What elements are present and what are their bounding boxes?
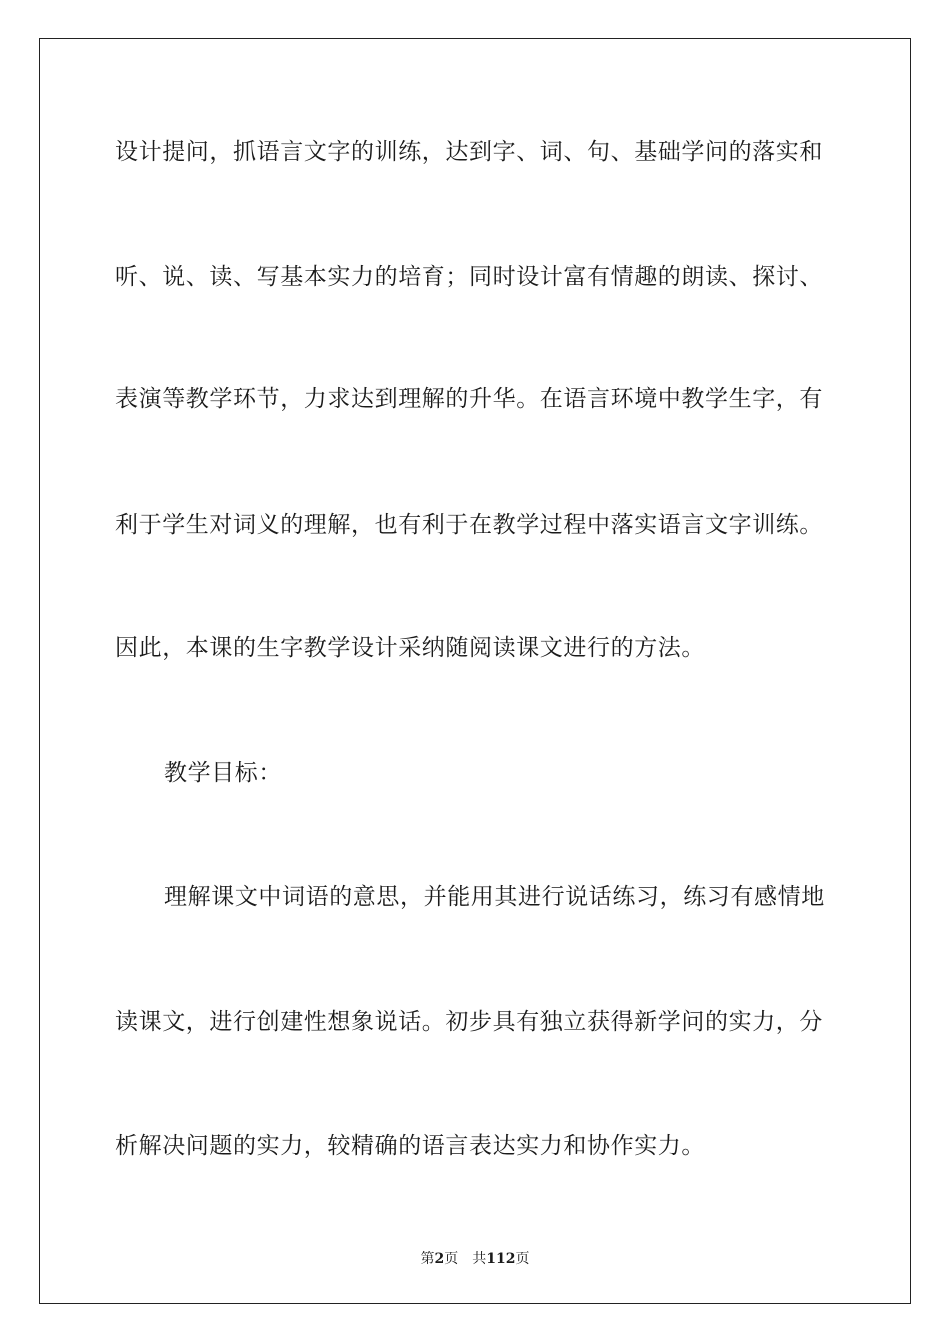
- body-line-2: 听、说、读、写基本实力的培育；同时设计富有情趣的朗读、探讨、: [115, 264, 823, 290]
- body-line-9: 析解决问题的实力，较精确的语言表达实力和协作实力。: [115, 1133, 705, 1159]
- page-border: [39, 38, 911, 1304]
- footer-total-pages: 112: [486, 1251, 516, 1267]
- footer-page-suffix: 页: [444, 1251, 459, 1267]
- body-line-5: 因此，本课的生字教学设计采纳随阅读课文进行的方法。: [115, 635, 705, 661]
- footer-total-suffix: 页: [515, 1251, 530, 1267]
- section-heading-teaching-goals: 教学目标：: [164, 760, 282, 786]
- body-line-3: 表演等教学环节，力求达到理解的升华。在语言环境中教学生字，有: [115, 386, 823, 412]
- footer-page-number: 2: [434, 1251, 445, 1267]
- body-line-8: 读课文，进行创建性想象说话。初步具有独立获得新学问的实力，分: [115, 1009, 823, 1035]
- body-line-4: 利于学生对词义的理解，也有利于在教学过程中落实语言文字训练。: [115, 512, 823, 538]
- body-line-1: 设计提问，抓语言文字的训练，达到字、词、句、基础学问的落实和: [115, 139, 823, 165]
- page-footer: [0, 1250, 950, 1268]
- body-line-7: 理解课文中词语的意思，并能用其进行说话练习，练习有感情地: [164, 884, 825, 910]
- footer-page-prefix: 第: [420, 1251, 435, 1267]
- footer-total-prefix: 共: [472, 1251, 487, 1267]
